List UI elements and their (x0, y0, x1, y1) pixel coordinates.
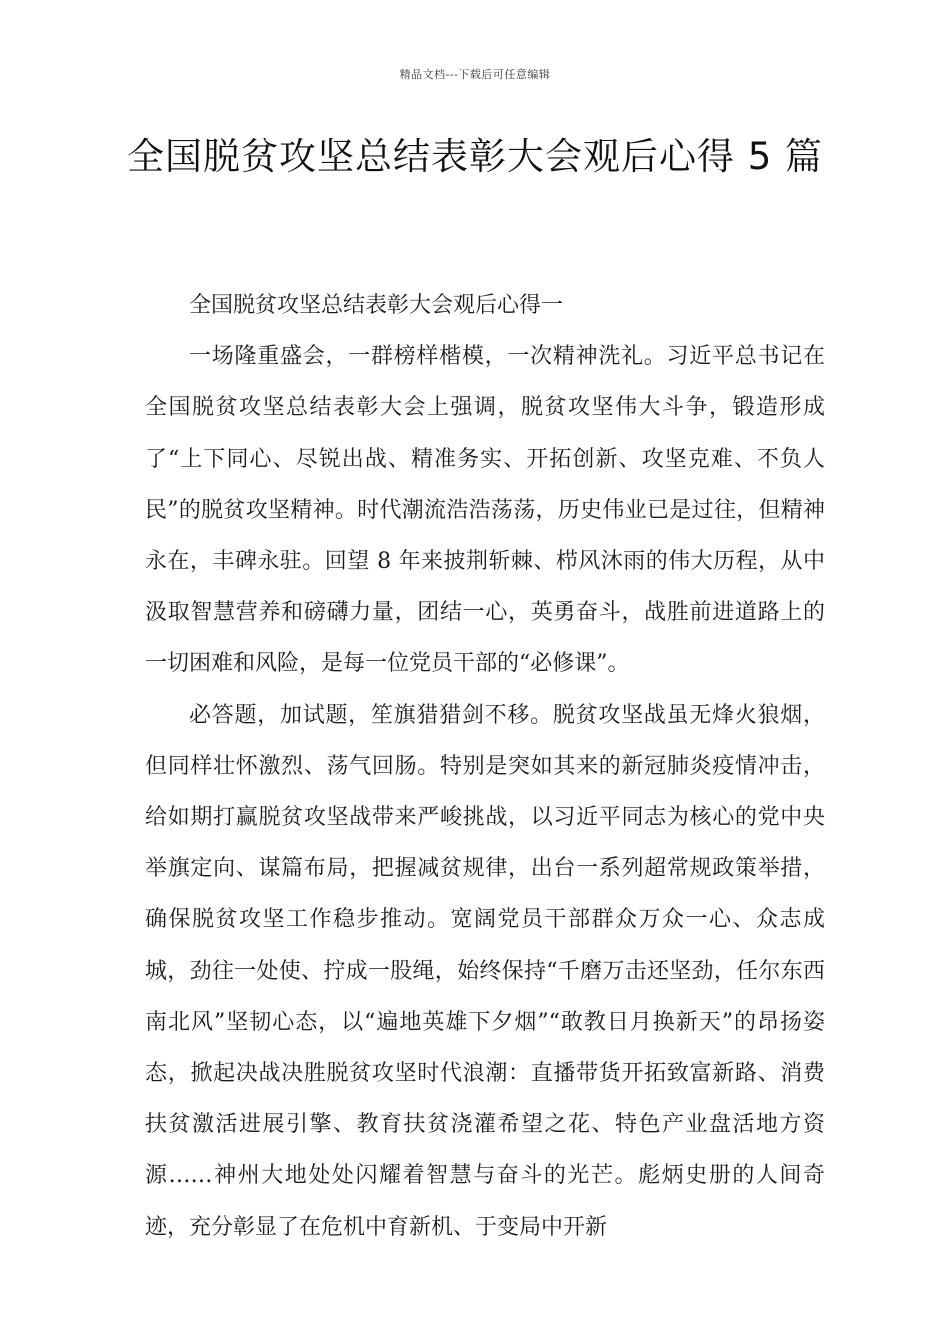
header-note: 精品文档---下载后可任意编辑 (399, 68, 551, 81)
document-title: 全国脱贫攻坚总结表彰大会观后心得 5 篇 (126, 135, 824, 178)
section-subheading: 全国脱贫攻坚总结表彰大会观后心得一 (189, 293, 564, 318)
document-body (145, 280, 825, 1253)
paragraph: 一场隆重盛会，一群榜样楷模，一次精神洗礼。习近平总书记在全国脱贫攻坚总结表彰大会上强调，脱贫攻坚伟大斗争，锻造形成了“上下同心、尽锐出战、精准务实、开拓创新、攻坚克难、不负人民”的脱贫攻坚精神。时代潮流浩浩荡荡，历史伟业已是过往，但精神永在，丰碑永驻。回望 8 年来披荆斩棘、栉风沐雨的伟大历程，从中汲取智慧营养和磅礴力量，团结一心，英勇奋斗，战胜前进道路上的一切困难和风险，是每一位党员干部的“必修课”。 (145, 344, 825, 677)
paragraph: 必答题，加试题，笙旗猎猎剑不移。脱贫攻坚战虽无烽火狼烟，但同样壮怀激烈、荡气回肠。特别是突如其来的新冠肺炎疫情冲击，给如期打赢脱贫攻坚战带来严峻挑战，以习近平同志为核心的党中央举旗定向、谋篇布局，把握减贫规律，出台一系列超常规政策举措，确保脱贫攻坚工作稳步推动。宽阔党员干部群众万众一心、众志成城，劲往一处使、拧成一股绳，始终保持“千磨万击还坚劲，任尔东西南北风”坚韧心态，以“遍地英雄下夕烟”“敢教日月换新天”的昂扬姿态，掀起决战决胜脱贫攻坚时代浪潮：直播带货开拓致富新路、消费扶贫激活进展引擎、教育扶贫浇灌希望之花、特色产业盘活地方资源……神州大地处处闪耀着智慧与奋斗的光芒。彪炳史册的人间奇迹，充分彰显了在危机中育新机、于变局中开新 (145, 702, 825, 1240)
